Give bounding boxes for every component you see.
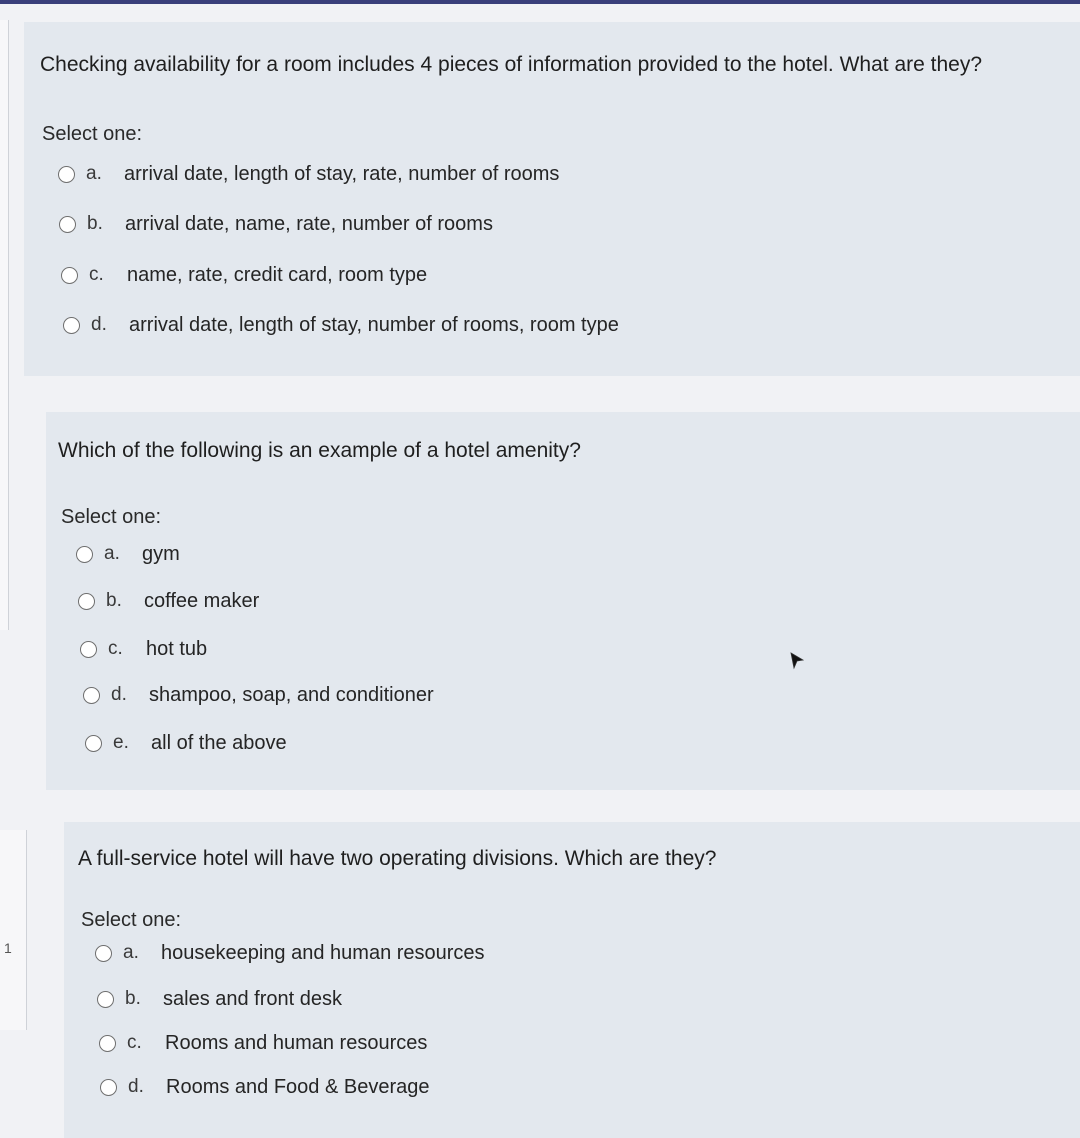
- option-letter: c.: [127, 1032, 142, 1053]
- option-text: gym: [142, 542, 180, 565]
- option-a[interactable]: [58, 159, 559, 189]
- option-letter: d.: [91, 314, 107, 335]
- option-text: all of the above: [151, 731, 287, 754]
- top-accent-bar: [0, 0, 1080, 4]
- option-letter: a.: [123, 942, 139, 963]
- option-letter: c.: [89, 264, 104, 285]
- select-one-label: Select one:: [42, 123, 143, 145]
- option-letter: c.: [108, 638, 123, 659]
- question-card-3: [64, 822, 1080, 1138]
- option-e[interactable]: [85, 728, 287, 758]
- radio-button-icon[interactable]: [99, 1035, 116, 1052]
- radio-button-icon[interactable]: [80, 641, 97, 658]
- radio-button-icon[interactable]: [85, 735, 102, 752]
- radio-button-icon[interactable]: [63, 317, 80, 334]
- option-text: coffee maker: [144, 589, 260, 612]
- question-card-2: [46, 412, 1080, 790]
- radio-button-icon[interactable]: [76, 546, 93, 563]
- radio-button-icon[interactable]: [59, 216, 76, 233]
- question-text: Which of the following is an example of a hotel amenity?: [58, 439, 581, 462]
- option-a[interactable]: [95, 938, 485, 968]
- select-one-label: Select one:: [81, 909, 182, 931]
- option-text: Rooms and Food & Beverage: [166, 1075, 430, 1098]
- option-letter: d.: [128, 1076, 144, 1097]
- question-text: Checking availability for a room includes 4 pieces of information provided to the hotel. What are they?: [40, 53, 983, 76]
- option-text: arrival date, name, rate, number of rooms: [125, 212, 493, 235]
- select-one-label: Select one:: [61, 506, 162, 528]
- radio-button-icon[interactable]: [100, 1079, 117, 1096]
- option-text: housekeeping and human resources: [161, 941, 485, 964]
- page-number: 1: [4, 940, 12, 956]
- question-card-1: [24, 22, 1080, 376]
- option-text: shampoo, soap, and conditioner: [149, 683, 434, 706]
- option-d[interactable]: [83, 680, 434, 710]
- radio-button-icon[interactable]: [61, 267, 78, 284]
- radio-button-icon[interactable]: [58, 166, 75, 183]
- left-panel-edge: [0, 20, 9, 630]
- option-b[interactable]: [97, 984, 342, 1014]
- radio-button-icon[interactable]: [78, 593, 95, 610]
- option-c[interactable]: [80, 634, 207, 664]
- option-c[interactable]: [99, 1028, 427, 1058]
- option-b[interactable]: [78, 586, 259, 616]
- option-letter: b.: [125, 988, 141, 1009]
- option-text: sales and front desk: [163, 987, 342, 1010]
- option-d[interactable]: [100, 1072, 430, 1102]
- option-letter: b.: [87, 213, 103, 234]
- mouse-cursor-icon: [786, 650, 808, 672]
- option-letter: e.: [113, 732, 129, 753]
- question-text: A full-service hotel will have two operating divisions. Which are they?: [78, 847, 717, 870]
- option-d[interactable]: [63, 310, 619, 340]
- option-text: hot tub: [146, 637, 208, 660]
- option-letter: a.: [86, 163, 102, 184]
- radio-button-icon[interactable]: [83, 687, 100, 704]
- option-text: arrival date, length of stay, rate, number of rooms: [124, 162, 560, 185]
- option-letter: a.: [104, 543, 120, 564]
- option-c[interactable]: [61, 260, 427, 290]
- option-letter: b.: [106, 590, 122, 611]
- option-text: name, rate, credit card, room type: [127, 263, 428, 286]
- radio-button-icon[interactable]: [95, 945, 112, 962]
- option-text: Rooms and human resources: [165, 1031, 428, 1054]
- option-text: arrival date, length of stay, number of rooms, room type: [129, 313, 619, 336]
- radio-button-icon[interactable]: [97, 991, 114, 1008]
- option-a[interactable]: [76, 539, 180, 569]
- option-b[interactable]: [59, 209, 493, 239]
- left-panel-edge: [0, 830, 27, 1030]
- option-letter: d.: [111, 684, 127, 705]
